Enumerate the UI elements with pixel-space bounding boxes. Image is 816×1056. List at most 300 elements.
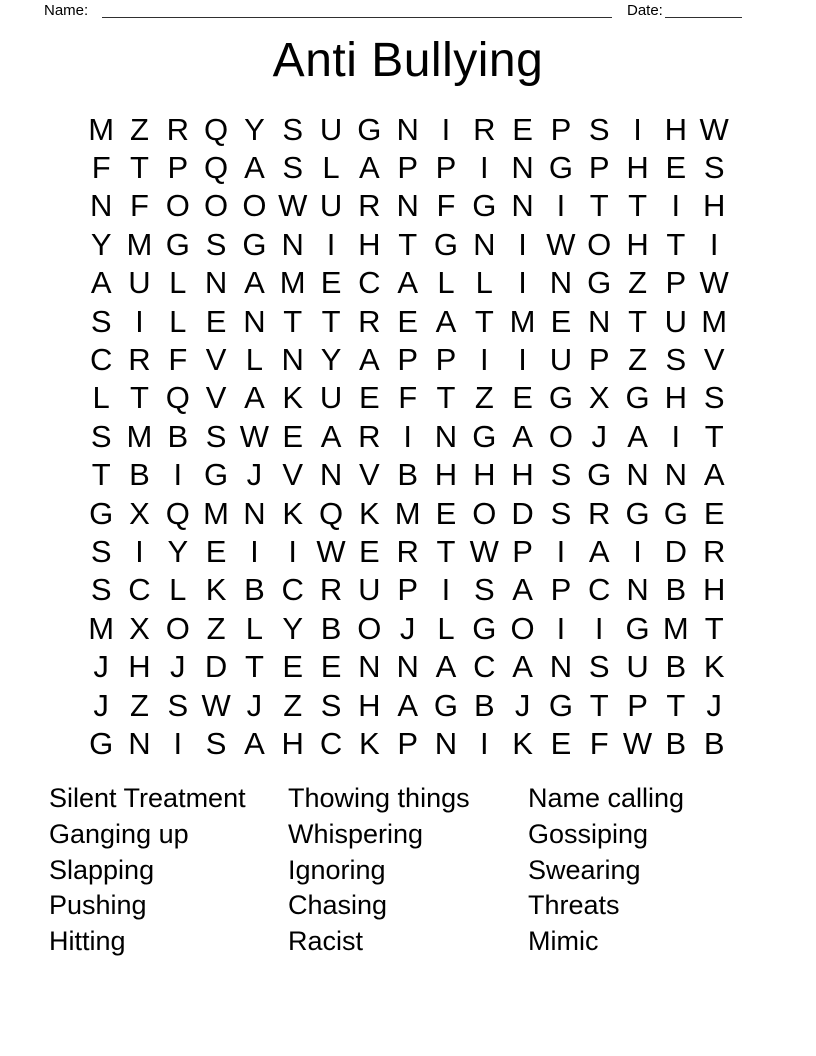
grid-letter[interactable]: A (244, 265, 265, 301)
grid-letter[interactable]: R (358, 303, 381, 339)
grid-letter[interactable]: B (665, 725, 687, 761)
grid-letter[interactable]: S (90, 303, 112, 339)
grid-letter[interactable]: Q (165, 380, 190, 416)
grid-letter[interactable]: I (594, 610, 604, 646)
grid-letter[interactable]: X (129, 495, 150, 531)
date-write-line[interactable] (665, 2, 742, 18)
grid-letter[interactable]: G (472, 418, 497, 454)
grid-letter[interactable]: F (130, 188, 149, 224)
grid-letter[interactable]: N (243, 495, 266, 531)
grid-letter[interactable]: N (281, 226, 304, 262)
grid-letter[interactable]: N (243, 303, 266, 339)
grid-letter[interactable]: I (250, 533, 259, 569)
grid-letter[interactable]: R (319, 572, 343, 608)
grid-letter[interactable]: S (90, 533, 112, 569)
grid-letter[interactable]: G (625, 380, 650, 416)
grid-letter[interactable]: I (403, 418, 412, 454)
grid-letter[interactable]: N (358, 649, 381, 685)
word-list-item: Chasing (288, 890, 388, 921)
grid-letter[interactable]: T (91, 457, 111, 493)
grid-letter[interactable]: I (556, 533, 566, 569)
grid-letter[interactable]: E (205, 303, 227, 339)
grid-letter[interactable]: G (548, 150, 573, 186)
grid-letter[interactable]: W (546, 226, 576, 262)
grid-letter[interactable]: M (126, 418, 153, 454)
grid-letter[interactable]: P (397, 342, 418, 378)
grid-letter[interactable]: A (244, 150, 265, 186)
grid-letter[interactable]: I (479, 150, 489, 186)
grid-letter[interactable]: T (436, 533, 456, 569)
grid-letter[interactable]: D (511, 495, 534, 531)
grid-letter[interactable]: Z (206, 610, 226, 646)
grid-letter[interactable]: P (512, 533, 533, 569)
grid-letter[interactable]: K (205, 572, 227, 608)
grid-letter[interactable]: D (664, 533, 688, 569)
grid-letter[interactable]: T (474, 303, 494, 339)
grid-letter[interactable]: N (396, 111, 419, 147)
grid-letter[interactable]: E (320, 649, 342, 685)
grid-letter[interactable]: O (242, 188, 267, 224)
grid-letter[interactable]: B (665, 572, 687, 608)
grid-letter[interactable]: R (473, 111, 496, 147)
grid-letter[interactable]: O (357, 610, 382, 646)
grid-letter[interactable]: K (703, 649, 725, 685)
grid-letter[interactable]: U (626, 649, 649, 685)
grid-letter[interactable]: G (204, 457, 229, 493)
grid-letter[interactable]: M (203, 495, 229, 531)
grid-letter[interactable]: S (205, 226, 227, 262)
grid-letter[interactable]: W (316, 533, 346, 569)
grid-letter[interactable]: Y (167, 533, 189, 569)
grid-letter[interactable]: W (622, 725, 653, 761)
word-list-item: Swearing (528, 854, 641, 885)
grid-letter[interactable]: P (550, 111, 572, 147)
grid-letter[interactable]: J (706, 687, 722, 723)
grid-letter[interactable]: Z (628, 265, 647, 301)
grid-letter[interactable]: P (665, 265, 687, 301)
grid-letter[interactable]: U (358, 572, 381, 608)
grid-letter[interactable]: A (512, 572, 533, 608)
grid-letter[interactable]: I (479, 342, 489, 378)
grid-letter[interactable]: I (709, 226, 719, 262)
grid-letter[interactable]: A (244, 380, 265, 416)
grid-letter[interactable]: B (703, 725, 725, 761)
grid-letter[interactable]: S (703, 150, 725, 186)
grid-letter[interactable]: E (359, 533, 380, 569)
grid-letter[interactable]: E (435, 495, 457, 531)
grid-letter[interactable]: U (549, 342, 573, 378)
grid-letter[interactable]: P (167, 150, 189, 186)
grid-letter[interactable]: R (396, 533, 419, 569)
grid-letter[interactable]: A (359, 342, 380, 378)
grid-letter[interactable]: K (359, 725, 380, 761)
grid-letter[interactable]: G (472, 610, 497, 646)
grid-letter[interactable]: E (282, 418, 304, 454)
grid-letter[interactable]: R (358, 418, 381, 454)
grid-letter[interactable]: V (205, 380, 227, 416)
grid-letter[interactable]: H (358, 687, 381, 723)
grid-letter[interactable]: J (514, 687, 531, 723)
grid-letter[interactable]: A (90, 265, 112, 301)
grid-letter[interactable]: W (201, 687, 231, 723)
grid-letter[interactable]: N (434, 418, 458, 454)
word-list-item: Mimic (528, 926, 599, 957)
grid-letter[interactable]: T (628, 188, 647, 224)
grid-letter[interactable]: J (246, 457, 263, 493)
grid-letter[interactable]: H (702, 572, 726, 608)
grid-letter[interactable]: F (91, 150, 111, 186)
grid-letter[interactable]: G (663, 495, 688, 531)
grid-letter[interactable]: N (626, 572, 649, 608)
grid-letter[interactable]: W (699, 111, 729, 147)
grid-letter[interactable]: I (671, 188, 681, 224)
grid-letter[interactable]: E (550, 303, 572, 339)
grid-letter[interactable]: T (130, 380, 149, 416)
grid-letter[interactable]: O (548, 418, 573, 454)
grid-letter[interactable]: E (550, 725, 572, 761)
grid-letter[interactable]: E (205, 533, 227, 569)
grid-letter[interactable]: A (627, 418, 648, 454)
grid-letter[interactable]: H (511, 457, 534, 493)
grid-letter[interactable]: F (168, 342, 188, 378)
grid-letter[interactable]: U (319, 380, 343, 416)
grid-letter[interactable]: I (518, 226, 527, 262)
grid-letter[interactable]: G (242, 226, 267, 262)
grid-letter[interactable]: M (701, 303, 728, 339)
grid-letter[interactable]: Y (90, 226, 112, 262)
grid-letter[interactable]: G (548, 687, 573, 723)
grid-letter[interactable]: T (130, 150, 149, 186)
grid-letter[interactable]: P (588, 150, 610, 186)
grid-letter[interactable]: M (88, 610, 115, 646)
grid-letter[interactable]: H (626, 226, 649, 262)
grid-letter[interactable]: N (128, 725, 151, 761)
grid-letter[interactable]: A (512, 649, 533, 685)
grid-letter[interactable]: T (589, 687, 609, 723)
grid-letter[interactable]: W (278, 188, 308, 224)
grid-letter[interactable]: N (588, 303, 611, 339)
grid-letter[interactable]: H (702, 188, 726, 224)
grid-letter[interactable]: N (204, 265, 228, 301)
grid-letter[interactable]: I (518, 342, 527, 378)
grid-letter[interactable]: G (89, 495, 114, 531)
grid-letter[interactable]: A (512, 418, 533, 454)
grid-letter[interactable]: R (128, 342, 151, 378)
grid-letter[interactable]: Y (282, 610, 304, 646)
grid-letter[interactable]: S (282, 150, 304, 186)
grid-letter[interactable]: S (550, 457, 572, 493)
grid-letter[interactable]: I (441, 111, 451, 147)
grid-letter[interactable]: O (165, 610, 190, 646)
grid-letter[interactable]: T (283, 303, 303, 339)
grid-letter[interactable]: Z (130, 687, 149, 723)
grid-letter[interactable]: T (666, 687, 686, 723)
grid-letter[interactable]: A (435, 649, 457, 685)
grid-letter[interactable]: P (435, 342, 457, 378)
grid-letter[interactable]: B (129, 457, 150, 493)
grid-letter[interactable]: I (135, 533, 144, 569)
grid-letter[interactable]: F (436, 188, 456, 224)
grid-letter[interactable]: J (591, 418, 607, 454)
grid-letter[interactable]: U (319, 188, 343, 224)
grid-letter[interactable]: P (435, 150, 457, 186)
grid-letter[interactable]: L (169, 265, 187, 301)
grid-letter[interactable]: C (281, 572, 304, 608)
grid-letter[interactable]: P (397, 572, 418, 608)
grid-letter[interactable]: Q (318, 495, 344, 531)
grid-letter[interactable]: A (320, 418, 342, 454)
grid-letter[interactable]: Y (320, 342, 342, 378)
grid-letter[interactable]: S (665, 342, 687, 378)
grid-letter[interactable]: O (510, 610, 535, 646)
grid-letter[interactable]: D (204, 649, 228, 685)
grid-letter[interactable]: V (282, 457, 304, 493)
grid-letter[interactable]: B (473, 687, 495, 723)
grid-letter[interactable]: N (549, 649, 573, 685)
grid-letter[interactable]: T (704, 418, 724, 454)
grid-letter[interactable]: H (664, 111, 688, 147)
grid-letter[interactable]: S (90, 572, 112, 608)
grid-letter[interactable]: A (435, 303, 457, 339)
grid-letter[interactable]: Z (283, 687, 303, 723)
grid-letter[interactable]: I (633, 111, 642, 147)
grid-letter[interactable]: O (204, 188, 229, 224)
grid-letter[interactable]: R (588, 495, 611, 531)
grid-letter[interactable]: S (550, 495, 572, 531)
grid-letter[interactable]: L (322, 150, 340, 186)
grid-letter[interactable]: M (279, 265, 306, 301)
grid-letter[interactable]: P (397, 150, 418, 186)
grid-letter[interactable]: E (512, 380, 533, 416)
grid-letter[interactable]: S (703, 380, 725, 416)
grid-letter[interactable]: G (587, 457, 612, 493)
grid-letter[interactable]: Q (204, 111, 229, 147)
grid-letter[interactable]: S (205, 418, 227, 454)
grid-letter[interactable]: Q (165, 495, 190, 531)
grid-letter[interactable]: I (556, 610, 566, 646)
grid-letter[interactable]: L (169, 572, 187, 608)
grid-letter[interactable]: R (702, 533, 726, 569)
grid-letter[interactable]: T (436, 380, 456, 416)
grid-letter[interactable]: H (281, 725, 304, 761)
grid-letter[interactable]: G (625, 495, 650, 531)
grid-letter[interactable]: B (244, 572, 265, 608)
grid-letter[interactable]: N (511, 150, 534, 186)
grid-letter[interactable]: H (434, 457, 458, 493)
grid-letter[interactable]: J (93, 687, 109, 723)
grid-letter[interactable]: M (126, 226, 153, 262)
grid-letter[interactable]: H (473, 457, 496, 493)
grid-letter[interactable]: B (167, 418, 189, 454)
grid-letter[interactable]: O (472, 495, 497, 531)
grid-letter[interactable]: A (703, 457, 725, 493)
grid-letter[interactable]: P (397, 725, 418, 761)
grid-letter[interactable]: L (169, 303, 187, 339)
grid-letter[interactable]: K (282, 495, 304, 531)
grid-letter[interactable]: S (282, 111, 304, 147)
grid-letter[interactable]: V (359, 457, 380, 493)
grid-letter[interactable]: G (89, 725, 114, 761)
grid-letter[interactable]: Z (130, 111, 149, 147)
grid-letter[interactable]: E (512, 111, 533, 147)
grid-letter[interactable]: I (135, 303, 144, 339)
grid-letter[interactable]: T (398, 226, 418, 262)
grid-letter[interactable]: I (633, 533, 642, 569)
grid-letter[interactable]: W (239, 418, 270, 454)
grid-letter[interactable]: H (626, 150, 649, 186)
grid-letter[interactable]: E (397, 303, 418, 339)
grid-letter[interactable]: N (319, 457, 343, 493)
grid-letter[interactable]: K (359, 495, 380, 531)
grid-letter[interactable]: O (587, 226, 612, 262)
grid-letter[interactable]: V (205, 342, 227, 378)
grid-letter[interactable]: H (358, 226, 381, 262)
grid-letter[interactable]: W (699, 265, 729, 301)
grid-letter[interactable]: X (129, 610, 150, 646)
grid-letter[interactable]: N (473, 226, 496, 262)
grid-letter[interactable]: C (128, 572, 151, 608)
grid-letter[interactable]: N (434, 725, 458, 761)
grid-letter[interactable]: G (433, 226, 459, 262)
word-list-item: Ganging up (49, 818, 189, 849)
grid-letter[interactable]: C (473, 649, 496, 685)
grid-letter[interactable]: K (512, 725, 533, 761)
grid-letter[interactable]: R (358, 188, 381, 224)
grid-letter[interactable]: I (173, 457, 183, 493)
grid-letter[interactable]: B (665, 649, 687, 685)
grid-letter[interactable]: I (556, 188, 566, 224)
grid-letter[interactable]: I (326, 226, 336, 262)
grid-letter[interactable]: B (320, 610, 342, 646)
grid-letter[interactable]: L (92, 380, 110, 416)
grid-letter[interactable]: T (666, 226, 686, 262)
grid-letter[interactable]: S (90, 418, 112, 454)
grid-letter[interactable]: M (509, 303, 536, 339)
grid-letter[interactable]: L (245, 342, 264, 378)
grid-letter[interactable]: O (165, 188, 190, 224)
grid-letter[interactable]: M (662, 610, 689, 646)
grid-letter[interactable]: L (475, 265, 493, 301)
grid-letter[interactable]: I (518, 265, 527, 301)
grid-letter[interactable]: U (664, 303, 688, 339)
grid-letter[interactable]: I (288, 533, 298, 569)
grid-letter[interactable]: E (703, 495, 725, 531)
grid-letter[interactable]: P (588, 342, 610, 378)
grid-letter[interactable]: Z (474, 380, 494, 416)
grid-letter[interactable]: E (320, 265, 342, 301)
grid-letter[interactable]: L (437, 265, 455, 301)
grid-letter[interactable]: R (166, 111, 189, 147)
grid-letter[interactable]: V (703, 342, 725, 378)
grid-letter[interactable]: J (170, 649, 186, 685)
grid-letter[interactable]: G (587, 265, 612, 301)
grid-letter[interactable]: T (244, 649, 264, 685)
grid-letter[interactable]: G (548, 380, 573, 416)
grid-letter[interactable]: L (245, 610, 264, 646)
grid-letter[interactable]: N (511, 188, 534, 224)
grid-letter[interactable]: M (394, 495, 421, 531)
grid-letter[interactable]: A (359, 150, 380, 186)
grid-letter[interactable]: P (627, 687, 648, 723)
grid-letter[interactable]: A (244, 725, 265, 761)
grid-letter[interactable]: J (399, 610, 416, 646)
grid-letter[interactable]: A (588, 533, 610, 569)
grid-letter[interactable]: J (246, 687, 263, 723)
grid-letter[interactable]: C (358, 265, 381, 301)
grid-letter[interactable]: S (205, 725, 227, 761)
grid-letter[interactable]: F (398, 380, 418, 416)
grid-letter[interactable]: G (625, 610, 650, 646)
grid-letter[interactable]: G (433, 687, 459, 723)
grid-letter[interactable]: A (397, 265, 418, 301)
grid-letter[interactable]: C (588, 572, 611, 608)
grid-letter[interactable]: Y (244, 111, 265, 147)
grid-letter[interactable]: N (396, 188, 419, 224)
grid-letter[interactable]: E (359, 380, 380, 416)
grid-letter[interactable]: T (628, 303, 647, 339)
grid-letter[interactable]: N (281, 342, 304, 378)
grid-letter[interactable]: U (128, 265, 151, 301)
word-list-item: Gossiping (528, 818, 649, 849)
grid-letter[interactable]: X (588, 380, 610, 416)
grid-letter[interactable]: A (397, 687, 418, 723)
word-list-item: Slapping (49, 854, 155, 885)
grid-letter[interactable]: I (441, 572, 451, 608)
grid-letter[interactable]: B (397, 457, 418, 493)
grid-letter[interactable]: S (320, 687, 342, 723)
grid-letter[interactable]: C (319, 725, 343, 761)
grid-letter[interactable]: T (704, 610, 724, 646)
word-list-item: Pushing (49, 890, 147, 921)
grid-letter[interactable]: W (469, 533, 499, 569)
grid-letter[interactable]: I (173, 725, 183, 761)
grid-letter[interactable]: N (89, 188, 113, 224)
grid-letter[interactable]: G (165, 226, 190, 262)
grid-letter[interactable]: T (589, 188, 609, 224)
grid-letter[interactable]: H (664, 380, 688, 416)
grid-letter[interactable]: N (396, 649, 419, 685)
name-write-line[interactable] (102, 2, 612, 18)
grid-letter[interactable]: K (282, 380, 304, 416)
grid-letter[interactable]: T (321, 303, 341, 339)
grid-letter[interactable]: E (665, 150, 687, 186)
word-list-item: Hitting (49, 926, 126, 957)
grid-letter[interactable]: Q (204, 150, 229, 186)
word-list-column-3 (528, 781, 684, 960)
grid-letter[interactable]: M (88, 111, 115, 147)
grid-letter[interactable]: E (282, 649, 304, 685)
grid-letter[interactable]: S (588, 111, 610, 147)
grid-letter[interactable]: F (589, 725, 609, 761)
grid-letter[interactable]: J (93, 649, 109, 685)
grid-letter[interactable]: H (128, 649, 151, 685)
grid-letter[interactable]: P (550, 572, 572, 608)
grid-letter[interactable]: I (671, 418, 681, 454)
grid-letter[interactable]: Z (628, 342, 647, 378)
grid-letter[interactable]: C (89, 342, 113, 378)
grid-letter[interactable]: U (319, 111, 343, 147)
grid-letter[interactable]: G (472, 188, 497, 224)
grid-letter[interactable]: I (479, 725, 489, 761)
grid-letter[interactable]: S (473, 572, 495, 608)
grid-letter[interactable]: G (357, 111, 382, 147)
grid-letter[interactable]: L (437, 610, 455, 646)
grid-letter[interactable]: N (549, 265, 573, 301)
grid-letter[interactable]: N (664, 457, 688, 493)
grid-letter[interactable]: S (588, 649, 610, 685)
grid-letter[interactable]: S (167, 687, 189, 723)
grid-letter[interactable]: N (626, 457, 649, 493)
